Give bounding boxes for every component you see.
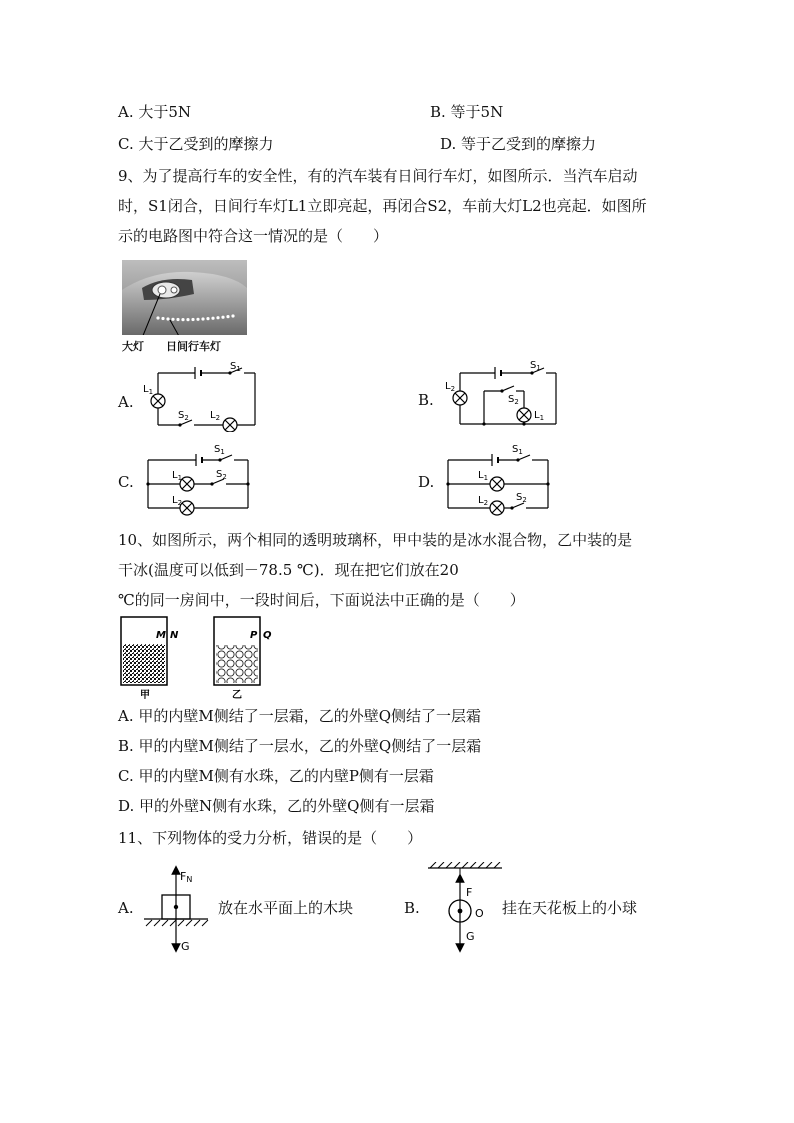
circuit-d [440, 440, 555, 520]
label-fn: FN [180, 870, 193, 884]
label-cup-a: 甲 [140, 690, 150, 700]
q9-option-a-label: A. [118, 393, 134, 411]
circuit-c-s2: $S_2$ [216, 469, 227, 481]
force-diagram-block [140, 860, 212, 956]
cups-figure [118, 614, 278, 700]
q10-stem-line2: 干冰(温度可以低到－78.5 ℃)．现在把它们放在20 [118, 561, 459, 579]
circuit-b-l2: $L_2$ [445, 381, 456, 393]
circuit-b-s2: $S_2$ [508, 394, 519, 406]
circuit-d-s2: $S_2$ [516, 492, 527, 504]
q9-option-b-label: B. [418, 391, 434, 409]
label-headlight: 大灯 [122, 340, 144, 353]
q11-stem-line1: 11、下列物体的受力分析，错误的是（ ） [118, 829, 423, 847]
q8-option-c: C. 大于乙受到的摩擦力 [118, 135, 274, 153]
circuit-c-l1: $L_1$ [172, 470, 183, 482]
q11-option-a-label: A. [118, 899, 134, 917]
circuit-c-l2: $L_2$ [172, 495, 183, 507]
q9-option-c-label: C. [118, 473, 134, 491]
circuit-a [140, 360, 265, 432]
q10-stem-line3: ℃的同一房间中，一段时间后，下面说法中正确的是（ ） [118, 591, 525, 609]
circuit-a-l2: $L_2$ [210, 410, 221, 422]
q10-stem-line1: 10、如图所示，两个相同的透明玻璃杯，甲中装的是冰水混合物，乙中装的是 [118, 531, 633, 549]
q11-option-b-text: 挂在天花板上的小球 [502, 899, 638, 917]
cup-a [121, 617, 167, 685]
label-m: M [156, 630, 166, 641]
q9-option-d-label: D. [418, 473, 435, 491]
q8-option-a: A. 大于5N [118, 103, 192, 121]
q10-option-d: D. 甲的外壁N侧有水珠，乙的外壁Q侧有一层霜 [118, 797, 435, 815]
circuit-b [440, 358, 565, 430]
circuit-b-l1: $L_1$ [534, 410, 545, 422]
circuit-c-s1: $S_1$ [214, 444, 225, 456]
circuit-c [140, 440, 255, 520]
cup-b [214, 617, 260, 685]
circuit-b-s1: $S_1$ [530, 360, 541, 372]
force-diagram-ball [426, 862, 506, 966]
circuit-a-s1: $S_1$ [230, 361, 241, 373]
circuit-d-l1: $L_1$ [478, 470, 489, 482]
label-g-b: G [466, 930, 475, 943]
q11-option-b-label: B. [404, 899, 420, 917]
q8-option-d: D. 等于乙受到的摩擦力 [440, 135, 597, 153]
label-daytime-running-light: 日间行车灯 [166, 340, 221, 353]
q11-option-a-text: 放在水平面上的木块 [218, 899, 354, 917]
circuit-d-l2: $L_2$ [478, 495, 489, 507]
circuit-a-s2: $S_2$ [178, 410, 189, 422]
q10-option-c: C. 甲的内壁M侧有水珠，乙的内壁P侧有一层霜 [118, 767, 434, 785]
circuit-d-s1: $S_1$ [512, 444, 523, 456]
label-cup-b: 乙 [232, 690, 242, 700]
label-o: O [475, 907, 484, 920]
q9-stem-line3: 示的电路图中符合这一情况的是（ ） [118, 227, 389, 245]
q10-option-b: B. 甲的内壁M侧结了一层水，乙的外壁Q侧结了一层霜 [118, 737, 482, 755]
label-g-a: G [181, 940, 190, 953]
q9-stem-line2: 时，S1闭合，日间行车灯L1立即亮起，再闭合S2，车前大灯L2也亮起．如图所 [118, 197, 647, 215]
q9-stem-line1: 9、为了提高行车的安全性，有的汽车装有日间行车灯，如图所示．当汽车启动 [118, 167, 638, 185]
label-f: F [466, 886, 473, 899]
car-photo [122, 260, 247, 352]
q10-option-a: A. 甲的内壁M侧结了一层霜，乙的外壁Q侧结了一层霜 [118, 707, 482, 725]
label-q: Q [263, 630, 272, 641]
circuit-a-l1: $L_1$ [143, 384, 154, 396]
label-n: N [170, 630, 179, 641]
label-p: P [250, 630, 258, 641]
q8-option-b: B. 等于5N [430, 103, 504, 121]
